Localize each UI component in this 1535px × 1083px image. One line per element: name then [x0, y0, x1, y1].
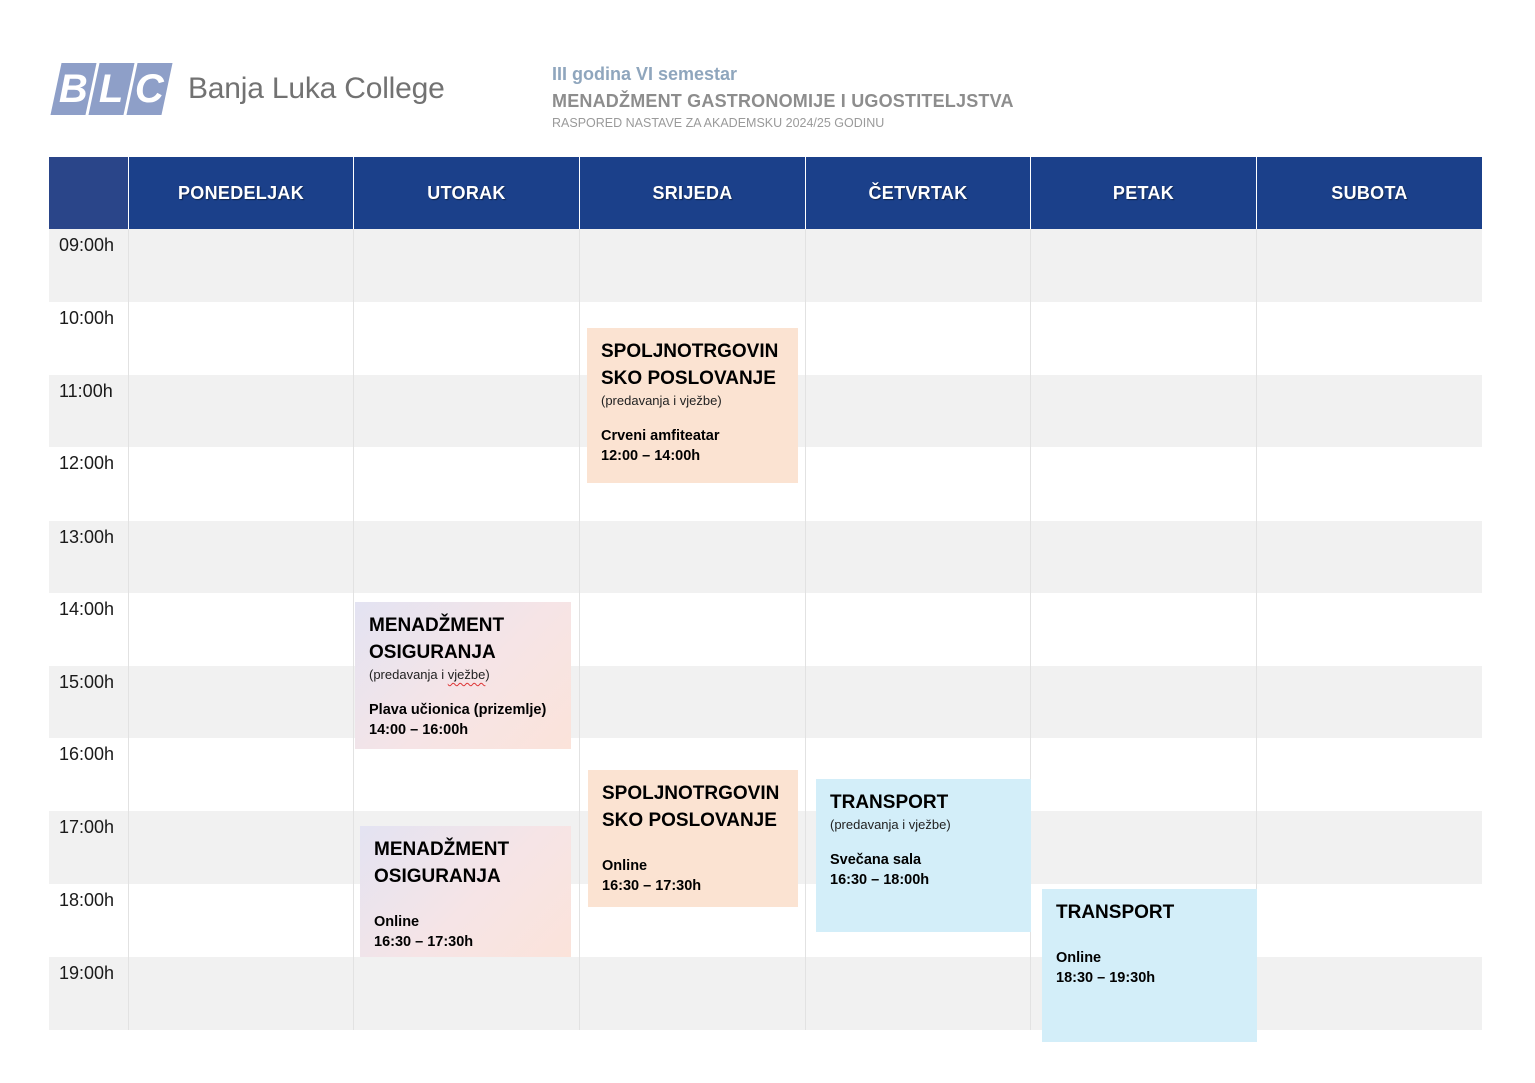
event-title: SPOLJNOTRGOVIN	[602, 783, 780, 804]
logo-letter: C	[126, 63, 172, 115]
event-time: 18:30 – 19:30h	[1056, 970, 1156, 986]
day-header-thursday: ČETVRTAK	[805, 157, 1030, 229]
event-room: Online	[374, 914, 420, 930]
time-label: 12:00h	[59, 453, 115, 473]
event-time: 16:30 – 17:30h	[602, 878, 702, 894]
day-header-tuesday: UTORAK	[353, 157, 579, 229]
event-title: MENADŽMENT	[369, 615, 505, 636]
event-title: SKO POSLOVANJE	[601, 368, 776, 389]
column-divider	[353, 229, 354, 1030]
event-title: MENADŽMENT	[374, 839, 510, 860]
day-header-friday: PETAK	[1030, 157, 1256, 229]
schedule-header	[552, 62, 1014, 130]
event-title: SPOLJNOTRGOVIN	[601, 341, 779, 362]
college-logo	[56, 63, 445, 115]
time-label: 17:00h	[59, 817, 115, 837]
event-room: Plava učionica (prizemlje)	[369, 702, 547, 718]
event-note: (predavanja i vježbe)	[830, 817, 951, 832]
event-title: OSIGURANJA	[369, 642, 496, 663]
time-row	[49, 593, 1482, 666]
event-card[interactable]	[588, 770, 798, 907]
time-label: 19:00h	[59, 963, 115, 983]
event-room: Online	[602, 858, 648, 874]
event-card[interactable]	[1042, 889, 1257, 1042]
day-header-row	[49, 157, 1482, 229]
event-note: (predavanja i vježbe)	[369, 667, 490, 682]
time-row	[49, 521, 1482, 593]
event-card[interactable]	[360, 826, 571, 957]
semester-label: III godina VI semestar	[552, 64, 738, 84]
time-label: 09:00h	[59, 235, 115, 255]
column-divider	[805, 229, 806, 1030]
logo-letter: B	[50, 63, 96, 115]
day-header-monday: PONEDELJAK	[128, 157, 353, 229]
time-label: 16:00h	[59, 744, 115, 764]
event-title: OSIGURANJA	[374, 866, 501, 887]
program-title: MENADŽMENT GASTRONOMIJE I UGOSTITELJSTVA	[552, 91, 1014, 111]
time-row	[49, 666, 1482, 738]
event-room: Online	[1056, 950, 1102, 966]
column-divider	[579, 229, 580, 1030]
event-time: 16:30 – 17:30h	[374, 934, 474, 950]
event-title: TRANSPORT	[1056, 902, 1175, 923]
time-label: 15:00h	[59, 672, 115, 692]
time-row	[49, 229, 1482, 302]
time-label: 10:00h	[59, 308, 115, 328]
event-time: 14:00 – 16:00h	[369, 722, 469, 738]
time-label: 11:00h	[59, 381, 113, 401]
time-label: 13:00h	[59, 527, 115, 547]
event-time: 12:00 – 14:00h	[601, 448, 701, 464]
time-label: 18:00h	[59, 890, 115, 910]
event-title: TRANSPORT	[830, 792, 949, 813]
corner-cell	[49, 157, 128, 229]
logo-letter: L	[88, 63, 134, 115]
column-divider	[128, 229, 129, 1030]
event-room: Crveni amfiteatar	[601, 428, 720, 444]
event-card[interactable]	[587, 328, 798, 483]
day-header-saturday: SUBOTA	[1256, 157, 1482, 229]
day-header-wednesday: SRIJEDA	[579, 157, 805, 229]
event-time: 16:30 – 18:00h	[830, 872, 930, 888]
event-card[interactable]	[816, 779, 1031, 932]
event-note: (predavanja i vježbe)	[601, 393, 722, 408]
college-name: Banja Luka College	[188, 72, 445, 105]
event-card[interactable]	[355, 602, 571, 749]
blc-logo-mark	[56, 63, 170, 115]
schedule-subtitle: RASPORED NASTAVE ZA AKADEMSKU 2024/25 GODINU	[552, 116, 885, 130]
time-row	[49, 957, 1482, 1030]
event-title: SKO POSLOVANJE	[602, 810, 777, 831]
event-room: Svečana sala	[830, 852, 922, 868]
time-label: 14:00h	[59, 599, 115, 619]
